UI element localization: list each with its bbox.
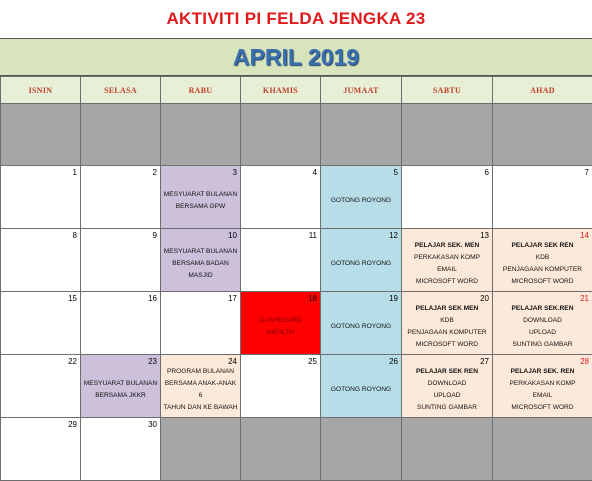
day-number: 1 bbox=[73, 168, 77, 177]
calendar-title: AKTIVITI PI FELDA JENGKA 23 bbox=[0, 0, 592, 38]
day-cell-content bbox=[241, 355, 320, 417]
day-cell-content bbox=[1, 229, 80, 291]
weekday-header: KHAMIS bbox=[241, 77, 321, 104]
day-cell[interactable] bbox=[402, 355, 493, 418]
day-number: 6 bbox=[485, 168, 489, 177]
event-line: BERSAMA ANAK-ANAK 6 bbox=[163, 378, 238, 402]
day-cell[interactable] bbox=[493, 355, 592, 418]
event-line: PERKAKASAN KOMP bbox=[510, 378, 576, 390]
empty-day-cell bbox=[241, 418, 321, 481]
day-cell-content bbox=[161, 292, 240, 354]
event-text bbox=[404, 239, 490, 289]
day-cell-content bbox=[1, 355, 80, 417]
day-number: 25 bbox=[308, 357, 317, 366]
day-cell[interactable] bbox=[81, 355, 161, 418]
day-cell-content bbox=[81, 292, 160, 354]
day-cell[interactable] bbox=[321, 292, 402, 355]
event-heading: PELAJAR SEK MEN bbox=[416, 303, 479, 315]
day-cell-content bbox=[321, 292, 401, 354]
weekday-header-row bbox=[1, 77, 592, 104]
day-cell-content bbox=[321, 355, 401, 417]
event-text bbox=[323, 302, 399, 352]
event-heading: PELAJAR SEK REN bbox=[416, 366, 478, 378]
day-cell-content bbox=[321, 166, 401, 228]
day-cell[interactable] bbox=[321, 166, 402, 229]
day-cell[interactable] bbox=[493, 229, 592, 292]
event-line: BERSAMA GPW bbox=[176, 201, 225, 213]
event-line: MESYUARAT BULANAN bbox=[84, 378, 157, 390]
day-cell[interactable] bbox=[161, 229, 241, 292]
day-cell-content bbox=[81, 355, 160, 417]
event-line: KDB bbox=[536, 252, 550, 264]
day-cell-content bbox=[81, 229, 160, 291]
day-number: 17 bbox=[228, 294, 237, 303]
day-cell[interactable] bbox=[493, 166, 592, 229]
day-cell[interactable] bbox=[241, 355, 321, 418]
event-text bbox=[323, 365, 399, 415]
day-cell-content bbox=[402, 166, 492, 228]
day-cell-content bbox=[493, 229, 592, 291]
event-line: MESYUARAT BULANAN bbox=[164, 246, 237, 258]
empty-day-cell bbox=[321, 104, 402, 166]
day-cell-content bbox=[161, 355, 240, 417]
day-cell[interactable] bbox=[81, 229, 161, 292]
day-cell[interactable] bbox=[402, 292, 493, 355]
day-cell[interactable] bbox=[81, 166, 161, 229]
day-number: 20 bbox=[480, 294, 489, 303]
event-line: GOTONG ROYONG bbox=[331, 321, 391, 333]
day-number: 5 bbox=[394, 168, 398, 177]
day-cell[interactable] bbox=[241, 166, 321, 229]
day-number: 2 bbox=[153, 168, 157, 177]
day-cell[interactable] bbox=[1, 166, 81, 229]
day-cell-content bbox=[161, 229, 240, 291]
day-number: 19 bbox=[389, 294, 398, 303]
event-line: MICROSOFT WORD bbox=[416, 339, 478, 351]
day-number: 9 bbox=[153, 231, 157, 240]
weekday-header: RABU bbox=[161, 77, 241, 104]
day-cell-content bbox=[493, 355, 592, 417]
event-line: EMAIL bbox=[437, 264, 457, 276]
event-line: PROGRAM BULANAN bbox=[167, 366, 234, 378]
weekday-header: SELASA bbox=[81, 77, 161, 104]
event-text bbox=[83, 365, 158, 415]
day-cell[interactable] bbox=[321, 229, 402, 292]
day-cell[interactable] bbox=[402, 166, 493, 229]
day-number: 4 bbox=[313, 168, 317, 177]
event-line: DOWNLOAD bbox=[428, 378, 467, 390]
day-cell[interactable] bbox=[1, 229, 81, 292]
day-cell-content bbox=[81, 418, 160, 480]
day-number: 15 bbox=[68, 294, 77, 303]
event-line: SUNTING GAMBAR bbox=[417, 402, 477, 414]
day-number: 30 bbox=[148, 420, 157, 429]
day-number: 29 bbox=[68, 420, 77, 429]
day-cell[interactable] bbox=[241, 229, 321, 292]
empty-day-cell bbox=[402, 418, 493, 481]
event-line: UPLOAD bbox=[529, 327, 556, 339]
event-line: PERKAKASAN KOMP bbox=[414, 252, 480, 264]
event-line: GOTONG ROYONG bbox=[331, 384, 391, 396]
day-cell[interactable] bbox=[1, 355, 81, 418]
calendar-week bbox=[1, 292, 592, 355]
day-cell-content bbox=[321, 229, 401, 291]
day-cell-content bbox=[241, 229, 320, 291]
day-cell[interactable] bbox=[321, 355, 402, 418]
event-line: MICROSOFT WORD bbox=[416, 276, 478, 288]
event-line: MICROSOFT WORD bbox=[511, 402, 573, 414]
day-number: 26 bbox=[389, 357, 398, 366]
calendar-week bbox=[1, 229, 592, 292]
calendar-week bbox=[1, 166, 592, 229]
day-number: 3 bbox=[233, 168, 237, 177]
empty-day-cell bbox=[1, 104, 81, 166]
day-number: 11 bbox=[309, 231, 317, 240]
empty-day-cell bbox=[241, 104, 321, 166]
event-line: iHEALTH bbox=[267, 327, 294, 339]
day-number: 24 bbox=[228, 357, 237, 366]
day-cell[interactable] bbox=[161, 355, 241, 418]
event-text bbox=[495, 365, 590, 415]
weekday-header: SABTU bbox=[402, 77, 493, 104]
day-cell-content bbox=[1, 418, 80, 480]
weekday-header: AHAD bbox=[493, 77, 592, 104]
day-number: 10 bbox=[228, 231, 237, 240]
event-line: MICROSOFT WORD bbox=[511, 276, 573, 288]
day-cell-content bbox=[402, 355, 492, 417]
empty-day-cell bbox=[493, 418, 592, 481]
event-line: BERSAMA BADAN bbox=[172, 258, 228, 270]
event-text bbox=[495, 239, 590, 289]
event-line: SUNTING GAMBAR bbox=[512, 339, 572, 351]
day-cell-content bbox=[402, 292, 492, 354]
calendar-week bbox=[1, 418, 592, 481]
day-cell-content bbox=[1, 292, 80, 354]
calendar-week bbox=[1, 355, 592, 418]
day-number: 18 bbox=[308, 294, 317, 303]
day-cell-content bbox=[1, 166, 80, 228]
event-text bbox=[495, 302, 590, 352]
event-line: TAHUN DAN KE BAWAH bbox=[163, 402, 237, 414]
event-line: GOTONG ROYONG bbox=[331, 195, 391, 207]
day-cell-content bbox=[402, 229, 492, 291]
event-text bbox=[323, 176, 399, 226]
event-heading: PELAJAR SEK. MEN bbox=[415, 240, 479, 252]
event-line: UPLOAD bbox=[433, 390, 460, 402]
day-cell-content bbox=[241, 292, 320, 354]
day-number: 14 bbox=[580, 231, 589, 240]
day-cell[interactable] bbox=[81, 292, 161, 355]
day-number: 21 bbox=[580, 294, 589, 303]
empty-day-cell bbox=[81, 104, 161, 166]
event-line: DASHBOARD bbox=[260, 315, 302, 327]
empty-day-cell bbox=[321, 418, 402, 481]
empty-day-cell bbox=[161, 418, 241, 481]
day-cell[interactable] bbox=[1, 292, 81, 355]
day-number: 8 bbox=[73, 231, 77, 240]
day-cell[interactable] bbox=[241, 292, 321, 355]
weekday-header: ISNIN bbox=[1, 77, 81, 104]
day-cell-content bbox=[81, 166, 160, 228]
event-text bbox=[404, 302, 490, 352]
day-cell-content bbox=[241, 166, 320, 228]
event-text bbox=[323, 239, 399, 289]
day-cell[interactable] bbox=[161, 166, 241, 229]
event-line: DOWNLOAD bbox=[523, 315, 562, 327]
event-text bbox=[163, 176, 238, 226]
event-line: PENJAGAAN KOMPUTER bbox=[407, 327, 486, 339]
day-cell-content bbox=[161, 166, 240, 228]
event-text bbox=[404, 365, 490, 415]
calendar-grid bbox=[0, 76, 592, 481]
day-cell[interactable] bbox=[1, 418, 81, 481]
day-cell-content bbox=[493, 166, 592, 228]
event-line: MESYUARAT BULANAN bbox=[164, 189, 237, 201]
event-line: KDB bbox=[440, 315, 454, 327]
day-cell[interactable] bbox=[493, 292, 592, 355]
month-banner: APRIL 2019 bbox=[0, 38, 592, 76]
event-heading: PELAJAR SEK. REN bbox=[511, 366, 575, 378]
event-line: MASJID bbox=[188, 270, 212, 282]
event-text bbox=[163, 239, 238, 289]
empty-day-cell bbox=[402, 104, 493, 166]
empty-day-cell bbox=[493, 104, 592, 166]
event-text bbox=[243, 302, 318, 352]
day-cell[interactable] bbox=[81, 418, 161, 481]
empty-day-cell bbox=[161, 104, 241, 166]
event-heading: PELAJAR SEK REN bbox=[512, 240, 574, 252]
day-number: 23 bbox=[148, 357, 157, 366]
event-line: GOTONG ROYONG bbox=[331, 258, 391, 270]
day-number: 7 bbox=[585, 168, 589, 177]
day-number: 27 bbox=[480, 357, 489, 366]
day-number: 12 bbox=[389, 231, 398, 240]
day-cell[interactable] bbox=[161, 292, 241, 355]
event-line: EMAIL bbox=[533, 390, 553, 402]
event-heading: PELAJAR SEK.REN bbox=[512, 303, 574, 315]
day-cell[interactable] bbox=[402, 229, 493, 292]
day-cell-content bbox=[493, 292, 592, 354]
day-number: 28 bbox=[580, 357, 589, 366]
event-line: BERSAMA JKKR bbox=[95, 390, 146, 402]
weekday-header: JUMAAT bbox=[321, 77, 402, 104]
day-number: 16 bbox=[148, 294, 157, 303]
event-text bbox=[163, 365, 238, 415]
calendar-week bbox=[1, 104, 592, 166]
event-line: PENJAGAAN KOMPUTER bbox=[503, 264, 582, 276]
day-number: 13 bbox=[480, 231, 489, 240]
day-number: 22 bbox=[68, 357, 77, 366]
